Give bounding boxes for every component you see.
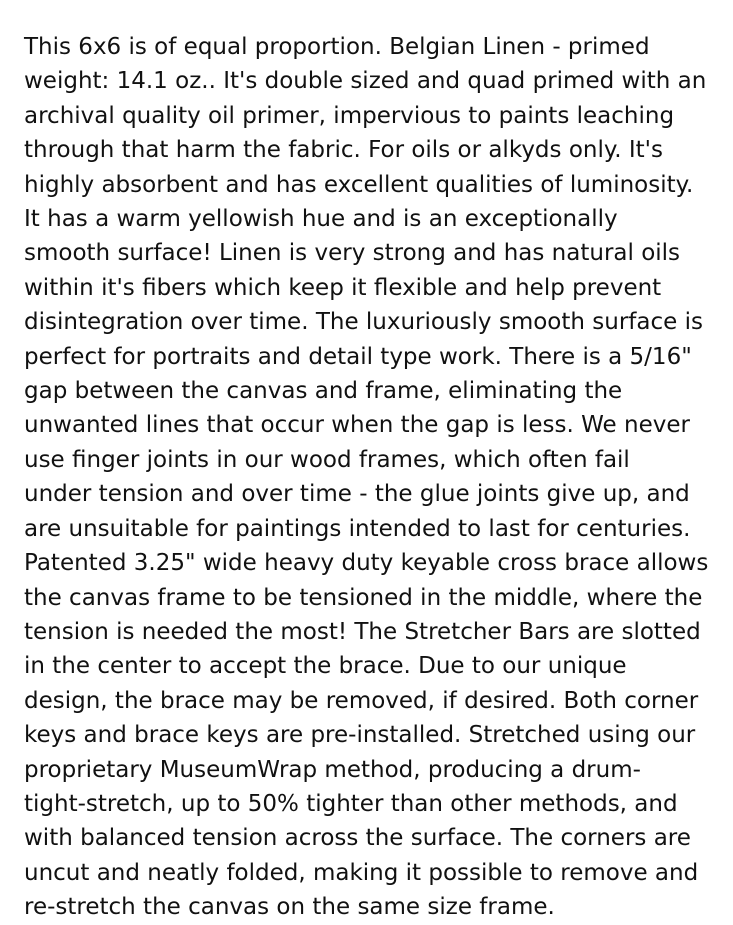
description-line: highly absorbent and has excellent qualities of luminosity. [24, 171, 694, 198]
description-line: It has a warm yellowish hue and is an exceptionally [24, 206, 618, 233]
description-line: re-stretch the canvas on the same size frame. [24, 894, 555, 921]
description-line: use finger joints in our wood frames, which often fail [24, 446, 630, 473]
description-line: Patented 3.25" wide heavy duty keyable cross brace allows [24, 550, 709, 577]
product-description [24, 30, 724, 925]
description-line: unwanted lines that occur when the gap is less. We never [24, 412, 690, 439]
description-line: uncut and neatly folded, making it possible to remove and [24, 859, 699, 886]
description-line: keys and brace keys are pre-installed. Stretched using our [24, 722, 696, 749]
description-line: design, the brace may be removed, if desired. Both corner [24, 687, 699, 714]
description-line: tension is needed the most! The Stretcher Bars are slotted [24, 618, 701, 645]
description-line: within it's fibers which keep it flexible and help prevent [24, 274, 662, 301]
description-line: in the center to accept the brace. Due to our unique [24, 653, 627, 680]
description-line: disintegration over time. The luxuriously smooth surface is [24, 309, 703, 336]
description-line: under tension and over time - the glue joints give up, and [24, 481, 690, 508]
description-line: perfect for portraits and detail type work. There is a 5/16" [24, 343, 692, 370]
description-line: the canvas frame to be tensioned in the middle, where the [24, 584, 703, 611]
description-line: smooth surface! Linen is very strong and has natural oils [24, 240, 681, 267]
description-line: proprietary MuseumWrap method, producing a drum- [24, 756, 641, 783]
description-line: This 6x6 is of equal proportion. Belgian Linen - primed [24, 34, 650, 60]
description-line: archival quality oil primer, impervious to paints leaching [24, 102, 675, 129]
description-line: are unsuitable for paintings intended to last for centuries. [24, 515, 691, 542]
description-line: through that harm the fabric. For oils or alkyds only. It's [24, 137, 663, 164]
description-line: tight-stretch, up to 50% tighter than other methods, and [24, 790, 678, 817]
description-line: gap between the canvas and frame, eliminating the [24, 378, 623, 405]
description-line: weight: 14.1 oz.. It's double sized and quad primed with an [24, 68, 707, 95]
description-line: with balanced tension across the surface. The corners are [24, 825, 691, 852]
